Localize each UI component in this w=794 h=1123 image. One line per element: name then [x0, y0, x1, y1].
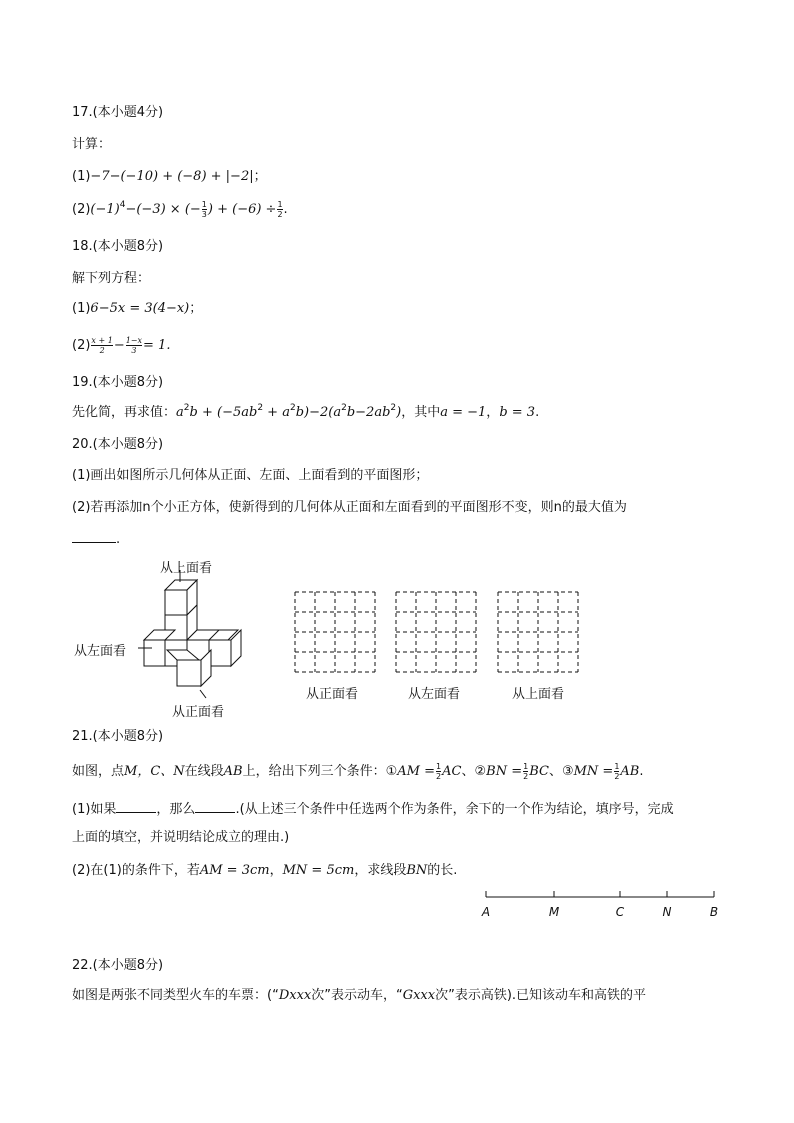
q18-p2-frac1	[91, 336, 112, 355]
q21-blank-condition[interactable]	[116, 800, 156, 813]
q21-part2	[72, 862, 457, 880]
q17-p2-expr-a: (−1)	[90, 202, 120, 217]
q17-part1	[72, 168, 267, 186]
point-label-A: A	[481, 905, 491, 919]
q21-p1-a: (1)如果	[72, 802, 117, 817]
q19-sup: 2	[257, 403, 264, 413]
cube-front-face	[144, 640, 166, 666]
pointer-line-front	[200, 690, 206, 698]
q17-p2-end: .	[283, 202, 288, 217]
cube-front-face	[165, 590, 187, 615]
frac-num: 1	[614, 762, 620, 771]
frac-den: 3	[201, 210, 207, 219]
point-label-C: C	[615, 905, 625, 919]
q18-p1-prefix: (1)	[72, 301, 91, 316]
q18-p2-minus: −	[113, 338, 125, 353]
cube-front-face	[209, 640, 231, 666]
q22-gxxx: Gxxx	[402, 988, 436, 1003]
q17-p2-frac1	[202, 200, 207, 219]
q21-header: 21.(本小题8分)	[72, 729, 164, 744]
q19-sup: 2	[390, 403, 397, 413]
q21-p2-am: AM = 3cm	[199, 863, 270, 878]
frac-den: 3	[131, 346, 137, 355]
q20-answer-blank[interactable]	[72, 530, 116, 543]
q18-p1-expr: 6−5x = 3(4−x)	[90, 301, 190, 316]
q21-p2-bn: BN	[406, 863, 428, 878]
q18-p1-end: ；	[189, 301, 203, 316]
q19-cond-b: b = 3	[499, 405, 536, 420]
frac-num: x + 1	[91, 336, 113, 345]
q22-body	[72, 987, 646, 1005]
q17-p2-frac2	[277, 200, 282, 219]
grid-label-top: 从上面看	[512, 687, 565, 702]
q21-cond2-lhs: BN =	[486, 764, 523, 779]
q18-part2	[72, 336, 170, 355]
frac-num: 1	[523, 762, 529, 771]
q17-p2-expr-c: ) + (−6) ÷	[207, 202, 277, 217]
label-front-view: 从正面看	[172, 705, 225, 720]
frac-den: 2	[99, 346, 105, 355]
q19-sup: 2	[289, 403, 296, 413]
q17-p2-prefix: (2)	[72, 202, 91, 217]
q21-sep: 、	[461, 764, 475, 779]
q21-segment: AB	[223, 764, 243, 779]
q19-body	[72, 404, 539, 423]
q19-expr-a: a	[176, 405, 184, 420]
q19-sup: 2	[183, 403, 190, 413]
q21-cond3-lhs: MN =	[573, 764, 614, 779]
q21-p2-c: 的长.	[427, 863, 458, 878]
q19-expr-d: b)−2(a	[295, 405, 342, 420]
q17-part2	[72, 200, 288, 220]
q21-cond3-frac	[614, 762, 619, 781]
q18-instruction: 解下列方程：	[72, 271, 151, 286]
q21-segment-diagram	[476, 886, 726, 922]
q21-intro-a: 如图，点	[72, 764, 125, 779]
q20-answer-line	[72, 530, 120, 549]
q21-p2-sep: ，	[269, 863, 283, 878]
q20-header: 20.(本小题8分)	[72, 437, 164, 452]
q17-p2-exp: 4	[119, 200, 126, 210]
q21-cond2-frac	[523, 762, 528, 781]
frac-num: 1	[277, 200, 283, 209]
frac-num: 1	[436, 762, 442, 771]
q18-part1	[72, 300, 202, 318]
label-top-view: 从上面看	[160, 561, 213, 576]
q21-cond2-rhs: BC	[529, 764, 549, 779]
grid-label-left: 从左面看	[408, 687, 461, 702]
q20-p2-end: .	[116, 532, 121, 547]
q21-p2-mn: MN = 5cm	[282, 863, 355, 878]
q19-expr-b: b + (−5ab	[189, 405, 258, 420]
q18-header: 18.(本小题8分)	[72, 239, 164, 254]
q19-expr-e: b−2ab	[346, 405, 391, 420]
point-label-M: M	[548, 905, 560, 919]
q21-intro-c: 上，给出下列三个条件：	[242, 764, 386, 779]
q19-mid: ，其中	[401, 405, 441, 420]
q17-header: 17.(本小题4分)	[72, 105, 164, 120]
frac-den: 2	[436, 772, 442, 781]
q17-p1-expr: −7−(−10) + (−8) + |−2|	[90, 169, 254, 184]
q20-part2: (2)若再添加n个小正方体，使新得到的几何体从正面和左面看到的平面图形不变，则n的最大值为	[72, 500, 627, 515]
frac-num: 1	[201, 200, 207, 209]
q18-p2-frac2	[126, 336, 142, 355]
q19-cond-a: a = −1	[440, 405, 487, 420]
q21-cond3-rhs: AB	[620, 764, 640, 779]
q21-cond3-mark: ③	[561, 764, 574, 779]
frac-den: 2	[614, 772, 620, 781]
frac-den: 2	[277, 210, 283, 219]
q21-cond2-mark: ②	[474, 764, 487, 779]
point-label-N: N	[662, 905, 672, 919]
q21-sep: 、	[548, 764, 562, 779]
q17-p1-prefix: (1)	[72, 169, 91, 184]
q21-intro	[72, 762, 644, 781]
q19-sup: 2	[341, 403, 347, 413]
q21-cond1-frac	[436, 762, 441, 781]
q19-expr-f: )	[396, 405, 402, 420]
q17-p1-end: ；	[253, 169, 267, 184]
q21-p1-b: ，那么	[156, 802, 196, 817]
q17-instruction: 计算：	[72, 137, 112, 152]
q19-prefix: 先化简，再求值：	[72, 405, 177, 420]
q17-p2-expr-b: −(−3) × (−	[125, 202, 201, 217]
q22-text-a: 如图是两张不同类型火车的车票：(“	[72, 988, 279, 1003]
q21-cond1-lhs: AM =	[397, 764, 436, 779]
q22-dxxx: Dxxx	[278, 988, 312, 1003]
q21-part1-line1	[72, 800, 674, 819]
q22-text-b: 次”表示动车，“	[311, 988, 403, 1003]
point-label-B: B	[709, 905, 719, 919]
q18-p2-prefix: (2)	[72, 338, 91, 353]
q21-blank-conclusion[interactable]	[195, 800, 235, 813]
grid-label-front: 从正面看	[306, 687, 359, 702]
q20-grids	[290, 588, 590, 678]
q21-intro-b: 在线段	[184, 764, 224, 779]
q19-sep: ，	[486, 405, 500, 420]
q21-end: .	[639, 764, 644, 779]
q22-text-c: 次”表示高铁).已知该动车和高铁的平	[435, 988, 647, 1003]
q19-header: 19.(本小题8分)	[72, 375, 164, 390]
q19-end: .	[535, 405, 540, 420]
q21-p2-b: ，求线段	[354, 863, 407, 878]
frac-den: 2	[523, 772, 529, 781]
q21-p1-c: .(从上述三个条件中任选两个作为条件，余下的一个作为结论，填序号，完成	[235, 802, 674, 817]
q22-header: 22.(本小题8分)	[72, 958, 164, 973]
q21-p2-a: (2)在(1)的条件下，若	[72, 863, 200, 878]
q19-expr-c: + a	[263, 405, 290, 420]
cube-front-face	[177, 660, 201, 686]
q20-solid-figure	[60, 550, 310, 725]
q21-cond1-mark: ①	[385, 764, 398, 779]
frac-num: 1−x	[125, 336, 143, 345]
q20-part1: (1)画出如图所示几何体从正面、左面、上面看到的平面图形；	[72, 468, 429, 483]
q21-points: M，C、N	[124, 764, 185, 779]
q21-part1-line2: 上面的填空，并说明结论成立的理由.)	[72, 830, 290, 845]
q18-p2-rhs: = 1.	[143, 338, 171, 353]
label-left-view: 从左面看	[74, 644, 127, 659]
q21-cond1-rhs: AC	[442, 764, 462, 779]
